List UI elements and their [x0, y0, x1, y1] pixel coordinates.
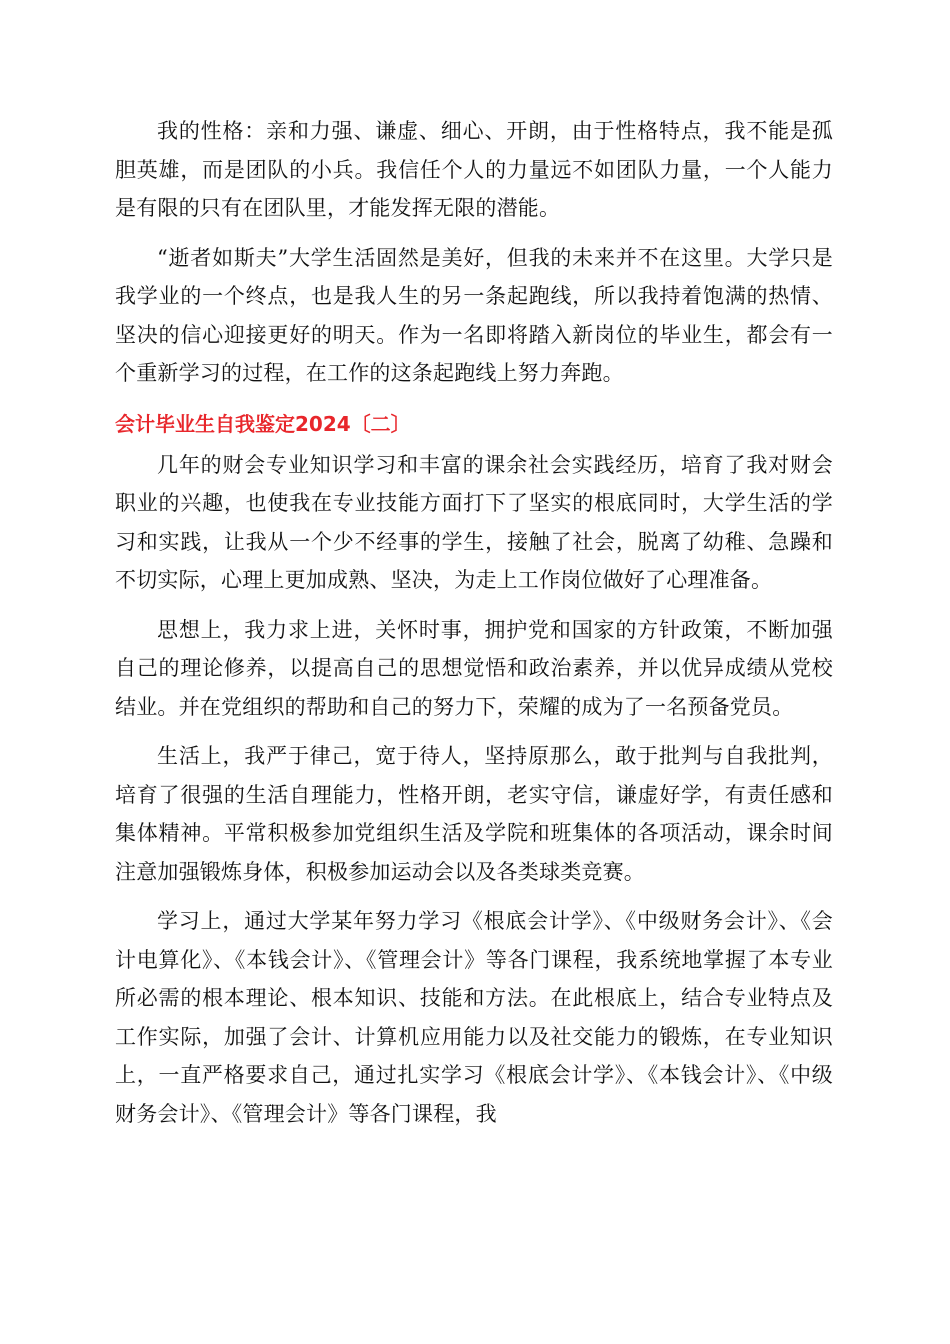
paragraph-personality: 我的性格：亲和力强、谦虚、细心、开朗，由于性格特点，我不能是孤胆英雄，而是团队的小兵。我信任个人的力量远不如团队力量，一个人能力是有限的只有在团队里，才能发挥无限的潜能。	[115, 119, 833, 220]
paragraph-ideology: 思想上，我力求上进，关怀时事，拥护党和国家的方针政策，不断加强自己的理论修养，以提高自己的思想觉悟和政治素养，并以优异成绩从党校结业。并在党组织的帮助和自己的努力下，荣耀的成为了一名预备党员。	[115, 617, 833, 719]
section-heading: 会计毕业生自我鉴定2024〔二〕	[115, 411, 411, 436]
paragraph-experience: 几年的财会专业知识学习和丰富的课余社会实践经历，培育了我对财会职业的兴趣，也使我在专业技能方面打下了坚实的根底同时，大学生活的学习和实践，让我从一个少不经事的学生，接触了社会，脱离了幼稚、急躁和不切实际，心理上更加成熟、坚决，为走上工作岗位做好了心理准备。	[115, 452, 833, 592]
document-page	[115, 112, 833, 1144]
paragraph-study: 学习上，通过大学某年努力学习《根底会计学》、《中级财务会计》、《会计电算化》、《本钱会计》、《管理会计》等各门课程，我系统地掌握了本专业所必需的根本理论、根本知识、技能和方法。在此根底上，结合专业特点及工作实际，加强了会计、计算机应用能力以及社交能力的锻炼，在专业知识上，一直严格要求自己，通过扎实学习《根底会计学》、《本钱会计》、《中级财务会计》、《管理会计》等各门课程，我	[115, 909, 833, 1126]
paragraph-life: 生活上，我严于律己，宽于待人，坚持原那么，敢于批判与自我批判，培育了很强的生活自理能力，性格开朗，老实守信，谦虚好学，有责任感和集体精神。平常积极参加党组织生活及学院和班集体的各项活动，课余时间注意加强锻炼身体，积极参加运动会以及各类球类竞赛。	[115, 744, 833, 884]
paragraph-future: “逝者如斯夫”大学生活固然是美好，但我的未来并不在这里。大学只是我学业的一个终点，也是我人生的另一条起跑线，所以我持着饱满的热情、坚决的信心迎接更好的明天。作为一名即将踏入新岗位的毕业生，都会有一个重新学习的过程，在工作的这条起跑线上努力奔跑。	[115, 245, 833, 385]
